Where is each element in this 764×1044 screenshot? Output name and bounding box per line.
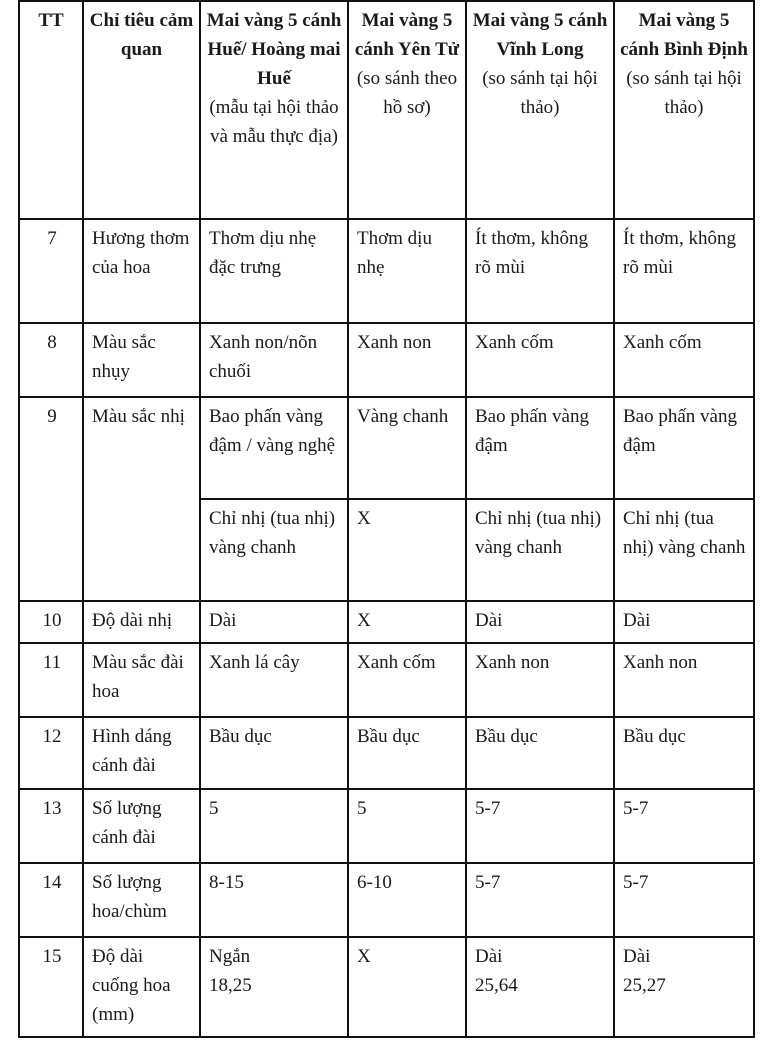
cell-hue xyxy=(200,937,348,1037)
row-criterion: Độ dài nhị xyxy=(83,601,200,643)
table-header xyxy=(19,1,754,219)
table-row xyxy=(19,323,754,397)
row-criterion: Số lượng hoa/chùm xyxy=(83,863,200,937)
cell-vinhlong: Chỉ nhị (tua nhị) vàng chanh xyxy=(466,499,614,601)
table-row xyxy=(19,717,754,789)
table-row xyxy=(19,219,754,323)
row-tt: 14 xyxy=(19,863,83,937)
header-hue-note: (mẫu tại hội thảo và mẫu thực địa) xyxy=(209,97,339,147)
header-tt xyxy=(19,1,83,219)
table-row xyxy=(19,397,754,499)
cell-vinhlong xyxy=(466,937,614,1037)
header-vinhlong-label: Mai vàng 5 cánh Vĩnh Long xyxy=(472,10,608,60)
cell-binhdinh-value: 25,27 xyxy=(623,975,666,996)
cell-hue-label: Ngắn xyxy=(209,946,251,967)
row-tt: 8 xyxy=(19,323,83,397)
row-criterion: Màu sắc nhụy xyxy=(83,323,200,397)
header-criterion xyxy=(83,1,200,219)
table-row xyxy=(19,601,754,643)
row-tt: 9 xyxy=(19,397,83,601)
cell-vinhlong: 5-7 xyxy=(466,789,614,863)
cell-hue: 5 xyxy=(200,789,348,863)
row-tt: 7 xyxy=(19,219,83,323)
cell-binhdinh xyxy=(614,937,754,1037)
cell-yentu: X xyxy=(348,499,466,601)
header-yentu xyxy=(348,1,466,219)
cell-binhdinh-label: Dài xyxy=(623,946,651,967)
header-binhdinh xyxy=(614,1,754,219)
table-row xyxy=(19,937,754,1037)
row-criterion: Màu sắc nhị xyxy=(83,397,200,601)
cell-vinhlong: Bầu dục xyxy=(466,717,614,789)
cell-binhdinh: Chỉ nhị (tua nhị) vàng chanh xyxy=(614,499,754,601)
cell-hue: Xanh lá cây xyxy=(200,643,348,717)
comparison-table xyxy=(18,0,755,1038)
header-binhdinh-label: Mai vàng 5 cánh Bình Định xyxy=(620,10,748,60)
row-tt: 15 xyxy=(19,937,83,1037)
cell-vinhlong-value: 25,64 xyxy=(475,975,518,996)
cell-yentu: 5 xyxy=(348,789,466,863)
table-row xyxy=(19,863,754,937)
cell-binhdinh: Xanh non xyxy=(614,643,754,717)
row-criterion: Màu sắc đài hoa xyxy=(83,643,200,717)
header-yentu-note: (so sánh theo hồ sơ) xyxy=(356,68,458,118)
cell-binhdinh: Bao phấn vàng đậm xyxy=(614,397,754,499)
cell-binhdinh: Bầu dục xyxy=(614,717,754,789)
row-tt: 10 xyxy=(19,601,83,643)
header-criterion-label: Chỉ tiêu cảm quan xyxy=(89,10,194,60)
header-hue-label: Mai vàng 5 cánh Huế/ Hoàng mai Huế xyxy=(206,10,342,89)
cell-hue: Thơm dịu nhẹ đặc trưng xyxy=(200,219,348,323)
cell-yentu: Vàng chanh xyxy=(348,397,466,499)
row-criterion: Độ dài cuống hoa (mm) xyxy=(83,937,200,1037)
cell-yentu: Xanh non xyxy=(348,323,466,397)
header-vinhlong xyxy=(466,1,614,219)
table-row xyxy=(19,643,754,717)
row-tt: 13 xyxy=(19,789,83,863)
cell-yentu: X xyxy=(348,937,466,1037)
row-criterion: Hình dáng cánh đài xyxy=(83,717,200,789)
cell-vinhlong: Xanh non xyxy=(466,643,614,717)
cell-yentu: Thơm dịu nhẹ xyxy=(348,219,466,323)
cell-binhdinh: 5-7 xyxy=(614,863,754,937)
header-hue xyxy=(200,1,348,219)
cell-binhdinh: Dài xyxy=(614,601,754,643)
table-body xyxy=(19,219,754,1037)
cell-hue: Bầu dục xyxy=(200,717,348,789)
header-yentu-label: Mai vàng 5 cánh Yên Tử xyxy=(354,10,460,60)
cell-binhdinh: Xanh cốm xyxy=(614,323,754,397)
cell-vinhlong-label: Dài xyxy=(475,946,503,967)
cell-yentu: Bầu dục xyxy=(348,717,466,789)
cell-yentu: X xyxy=(348,601,466,643)
cell-binhdinh: Ít thơm, không rõ mùi xyxy=(614,219,754,323)
cell-hue: Xanh non/nõn chuối xyxy=(200,323,348,397)
row-tt: 11 xyxy=(19,643,83,717)
cell-hue: 8-15 xyxy=(200,863,348,937)
table-row xyxy=(19,789,754,863)
cell-binhdinh: 5-7 xyxy=(614,789,754,863)
header-row xyxy=(19,1,754,219)
cell-hue: Chỉ nhị (tua nhị) vàng chanh xyxy=(200,499,348,601)
cell-hue: Bao phấn vàng đậm / vàng nghệ xyxy=(200,397,348,499)
cell-vinhlong: Ít thơm, không rõ mùi xyxy=(466,219,614,323)
cell-vinhlong: 5-7 xyxy=(466,863,614,937)
row-criterion: Hương thơm của hoa xyxy=(83,219,200,323)
cell-vinhlong: Xanh cốm xyxy=(466,323,614,397)
row-tt: 12 xyxy=(19,717,83,789)
header-vinhlong-note: (so sánh tại hội thảo) xyxy=(482,68,598,118)
header-tt-label: TT xyxy=(38,10,64,31)
header-binhdinh-note: (so sánh tại hội thảo) xyxy=(626,68,742,118)
cell-yentu: Xanh cốm xyxy=(348,643,466,717)
row-criterion: Số lượng cánh đài xyxy=(83,789,200,863)
cell-vinhlong: Bao phấn vàng đậm xyxy=(466,397,614,499)
cell-hue: Dài xyxy=(200,601,348,643)
cell-vinhlong: Dài xyxy=(466,601,614,643)
cell-hue-value: 18,25 xyxy=(209,975,252,996)
cell-yentu: 6-10 xyxy=(348,863,466,937)
